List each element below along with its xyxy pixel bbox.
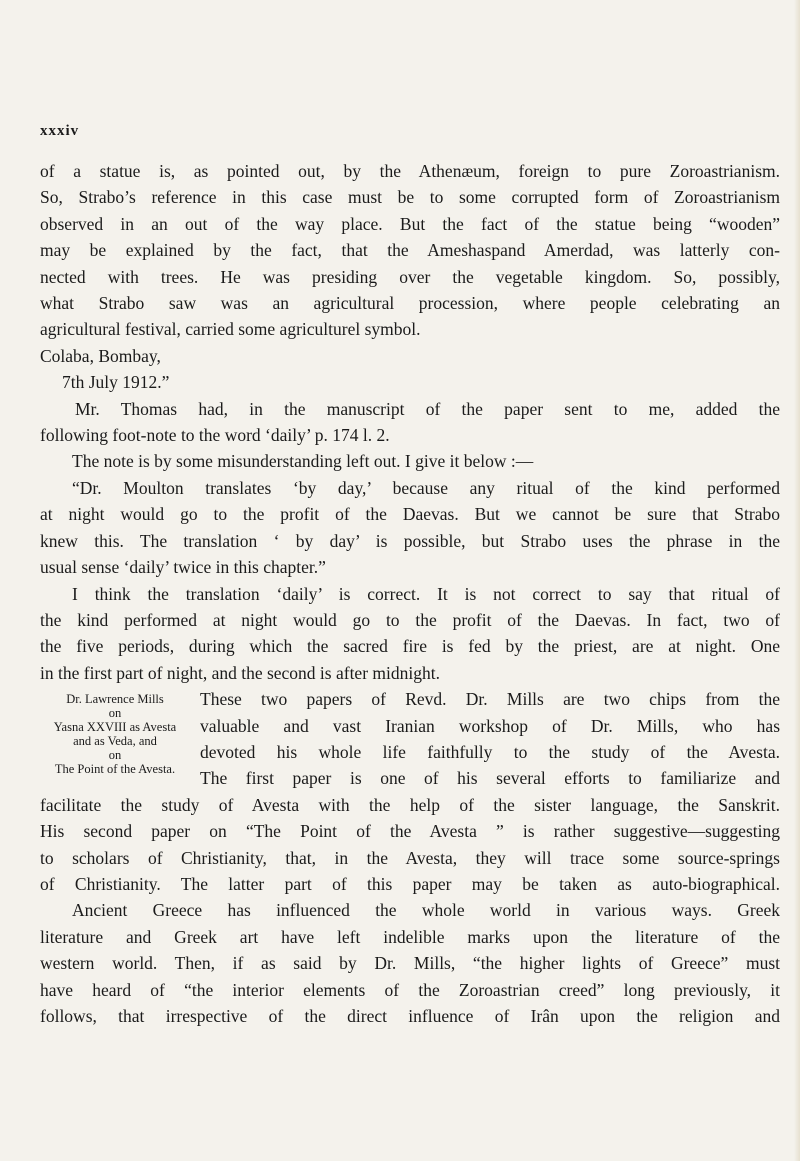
text-line: valuable and vast Iranian workshop of Dr. Mills, who has: [200, 715, 780, 736]
text-line: the kind performed at night would go to the profit of the Daevas. In fact, two of: [40, 609, 780, 630]
text-line: nected with trees. He was presiding over the vegetable kingdom. So, possibly,: [40, 266, 780, 287]
text-line: what Strabo saw was an agricultural procession, where people celebrating an: [40, 293, 780, 314]
text-line: the five periods, during which the sacred fire is fed by the priest, are at night. One: [40, 636, 780, 657]
text-line: of a statue is, as pointed out, by the Athenæum, foreign to pure Zoroastrianism.: [40, 161, 780, 181]
text-line: following foot-note to the word ‘daily’ p. 174 l. 2.: [40, 425, 390, 446]
margin-note: [40, 686, 190, 792]
margin-note-line: Yasna XXVIII as Avesta: [53, 720, 177, 735]
quote-line: knew this. The translation ‘ by day’ is possible, but Strabo uses the phrase in the: [40, 530, 780, 551]
signoff-place: Colaba, Bombay,: [40, 345, 161, 366]
text-line: of Christianity. The latter part of this paper may be taken as auto-biographical.: [40, 873, 780, 894]
text-line: His second paper on “The Point of the Avesta ” is rather suggestive—suggesting: [40, 821, 780, 842]
text-line: I think the translation ‘daily’ is correct. It is not correct to say that ritual of: [72, 583, 780, 604]
text-line: observed in an out of the way place. But the fact of the statue being “wooden”: [40, 213, 780, 234]
text-line: literature and Greek art have left indelible marks upon the literature of the: [40, 926, 780, 947]
quote-line: at night would go to the profit of the Daevas. But we cannot be sure that Strabo: [40, 504, 780, 525]
signoff-date: 7th July 1912.”: [62, 372, 170, 393]
margin-note-line: Dr. Lawrence Mills: [66, 692, 164, 707]
body-text: [40, 158, 780, 1029]
text-line: Ancient Greece has influenced the whole world in various ways. Greek: [72, 900, 780, 921]
text-line: The note is by some misunderstanding left out. I give it below :—: [72, 451, 534, 472]
quote-line: “Dr. Moulton translates ‘by day,’ because any ritual of the kind performed: [72, 477, 780, 498]
text-line: These two papers of Revd. Dr. Mills are two chips from the: [200, 689, 780, 710]
text-line: may be explained by the fact, that the Ameshaspand Amerdad, was latterly con-: [40, 240, 780, 261]
text-line: facilitate the study of Avesta with the help of the sister language, the Sanskrit.: [40, 794, 780, 815]
text-line: have heard of “the interior elements of the Zoroastrian creed” long previously, it: [40, 979, 780, 1000]
text-line: follows, that irrespective of the direct influence of Irân upon the religion and: [40, 1006, 780, 1026]
margin-note-line: on: [108, 748, 122, 763]
margin-note-line: on: [108, 706, 122, 721]
text-line: The first paper is one of his several efforts to familiarize and: [200, 768, 780, 789]
text-line: Mr. Thomas had, in the manuscript of the paper sent to me, added the: [75, 398, 780, 419]
page-number: xxxiv: [40, 123, 80, 139]
margin-note-line: The Point of the Avesta.: [54, 762, 176, 777]
text-line: western world. Then, if as said by Dr. Mills, “the higher lights of Greece” must: [40, 953, 780, 974]
text-line: to scholars of Christianity, that, in the Avesta, they will trace some source-springs: [40, 847, 780, 868]
sidenote-section: [40, 686, 780, 792]
beside-note-text: [190, 686, 780, 792]
quote-line: usual sense ‘daily’ twice in this chapter.”: [40, 557, 326, 578]
margin-note-line: and as Veda, and: [73, 734, 157, 749]
text-line: So, Strabo’s reference in this case must be to some corrupted form of Zoroastrianism: [40, 187, 780, 208]
page-edge: [794, 0, 800, 1161]
text-line: in the first part of night, and the second is after midnight.: [40, 662, 440, 683]
text-line: agricultural festival, carried some agriculturel symbol.: [40, 319, 421, 340]
text-line: devoted his whole life faithfully to the study of the Avesta.: [200, 741, 780, 762]
